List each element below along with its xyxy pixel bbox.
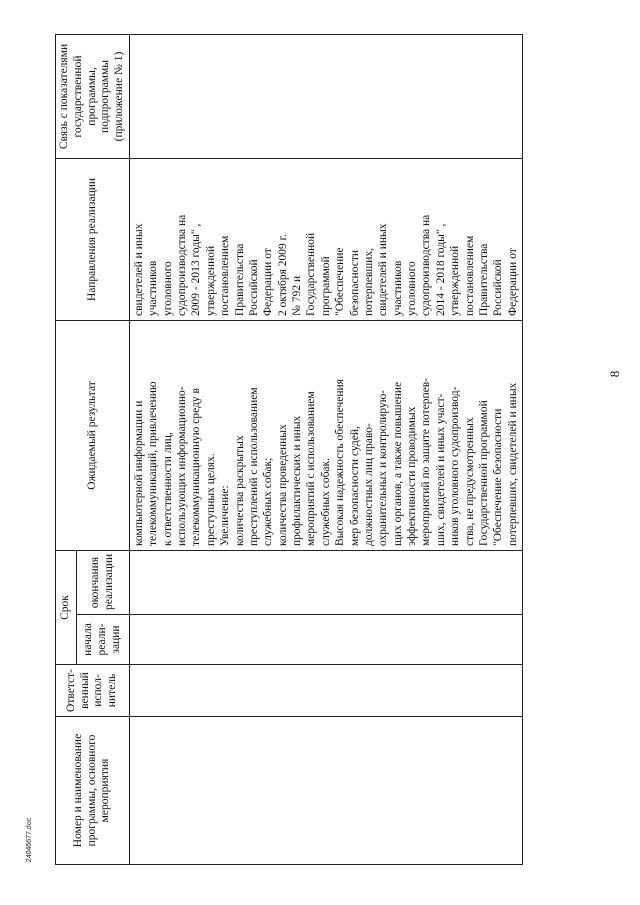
header-term-start: начала реали- зации [77,615,130,665]
header-term: Срок [56,550,77,664]
header-term-end: окончания реализации [77,550,130,614]
cell-term-end [129,550,522,614]
header-expected-result: Ожидаемый результат [56,320,130,550]
header-responsible: Ответст- венный испол- нитель [56,665,130,717]
header-program-name: Номер и наименование программы, основного мероприятия [56,717,130,865]
table-row [129,34,522,864]
page-number: 8 [607,370,622,378]
header-directions: Направления реализации [56,158,130,320]
cell-expected-result-text: компьютерной информации и телекоммуникаций, привлечению к ответственности лиц, использующих информационно- телекоммуникационную среду в преступных целях. Увеличение: количества раскрытых преступлений с использованием служебных собак; количества проведенных профилактических и иных мероприятий с использованием служебных собак. Высокая надежность обеспечения мер безопасности судей, должностных лиц право- охранительных и контролирую- щих органов, а также повышение эффективности проводимых мероприятий по защите потерпев- ших, свидетелей и иных участ- ников уголовного судопроизвод- ства, не предусмотренных Государственной программой "Обеспечение безопасности потерпевших, свидетелей и иных [132,377,519,546]
rotated-table-page [55,35,575,865]
cell-responsible [129,665,522,717]
header-link: Связь с показателями государственной программы, подпрограммы (приложение № 1) [56,34,130,158]
cell-term-start [129,615,522,665]
cell-program-name [129,717,522,865]
cell-link [129,34,522,158]
file-reference: 24046677.doc [26,817,33,863]
program-table [55,34,523,865]
cell-expected-result [129,320,522,550]
cell-directions [129,158,522,320]
cell-directions-text: свидетелей и иных участников уголовного судопроизводства на 2009 - 2013 годы" , утвержденной постановлением Правительства Российской Федерации от 2 октября 2009 г. № 792 и Государственной программой "Обеспечение безопасности потерпевших, свидетелей и иных участников уголовного судопроизводства на 2014 - 2018 годы" , утвержденной постановлением Правительства Российской Федерации от [132,214,519,316]
